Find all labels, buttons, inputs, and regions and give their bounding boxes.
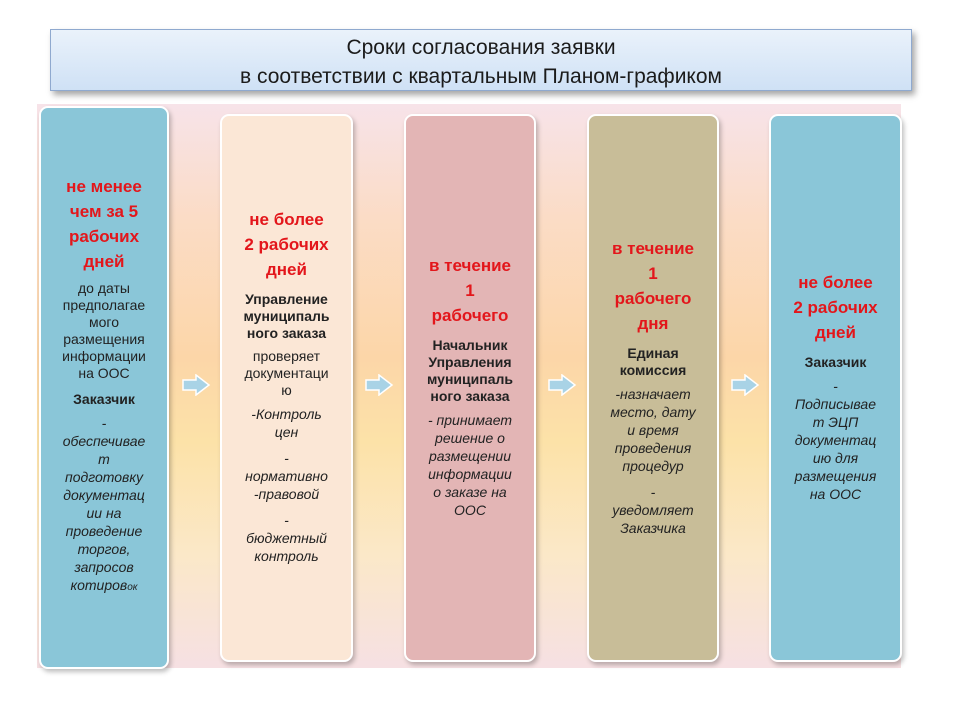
text-line: в течение xyxy=(428,256,512,275)
text-line: -Контроль xyxy=(251,406,322,422)
text-line: дней xyxy=(266,260,307,279)
text-line: документац xyxy=(63,487,145,503)
text-line: - принимает xyxy=(428,412,512,428)
text-line: на ООС xyxy=(809,485,862,502)
text-line: не более xyxy=(249,210,324,229)
text-line: информации xyxy=(428,466,512,482)
text-line: размещении xyxy=(429,448,511,464)
title-line-1: Сроки согласования заявки xyxy=(346,36,616,59)
text-line: Начальник xyxy=(432,337,508,353)
stage-column-5 xyxy=(769,114,902,662)
text-line: уведомляет xyxy=(612,501,694,518)
text-line: цен xyxy=(274,424,299,440)
text-line: документац xyxy=(794,431,877,448)
stage-1-actions xyxy=(63,414,146,597)
text-line: 1 xyxy=(465,281,475,300)
arrow-right-icon xyxy=(547,374,577,396)
text-line: до даты xyxy=(78,280,130,296)
text-line: проведения xyxy=(614,439,692,456)
stage-2-deadline xyxy=(244,207,328,282)
text-line: Управления xyxy=(428,354,512,370)
arrow-right-icon xyxy=(181,374,211,396)
text-line: т ЭЦП xyxy=(812,413,859,430)
text-line: рабочего xyxy=(614,288,692,308)
text-line: проведение xyxy=(65,523,143,539)
stage-2-actions xyxy=(245,405,328,565)
stage-column-4 xyxy=(587,114,719,662)
text-line: проверяет xyxy=(252,348,321,364)
arrow-right-icon xyxy=(364,374,394,396)
stage-4-deadline xyxy=(612,236,694,336)
text-line: на ООС xyxy=(78,365,130,381)
text-line: торгов, xyxy=(77,541,131,557)
title-banner xyxy=(50,29,912,91)
text-line: 1 xyxy=(648,263,658,283)
text-line: - xyxy=(284,450,289,466)
text-line: - xyxy=(833,377,838,394)
text-line: бюджетный xyxy=(246,530,327,546)
stage-2-actor xyxy=(244,291,330,342)
text-line: чем за 5 xyxy=(69,202,139,221)
text-line: мого xyxy=(89,314,119,330)
text-line: Управление xyxy=(245,291,328,307)
text-line: -правовой xyxy=(253,486,320,502)
text-line: Подписывае xyxy=(794,395,877,412)
stage-1-deadline xyxy=(66,174,142,274)
stage-5-actor: Заказчик xyxy=(804,353,867,370)
text-line: не менее xyxy=(66,177,142,196)
title-line-2: в соответствии с квартальным Планом-графиком xyxy=(240,65,722,88)
text-line: рабочих xyxy=(68,227,140,246)
text-line: документаци xyxy=(244,365,329,381)
text-line: решение о xyxy=(435,430,505,446)
text-line: ю xyxy=(281,382,292,398)
text-line: размещения xyxy=(63,331,145,347)
text-line: и время xyxy=(627,421,679,438)
text-line: не более xyxy=(798,272,873,292)
text-line: Единая xyxy=(627,344,679,361)
text-line: - xyxy=(101,415,107,431)
text-line: информации xyxy=(62,348,146,364)
text-line: муниципаль xyxy=(427,371,513,387)
text-line: контроль xyxy=(254,548,319,564)
text-line: о заказе на xyxy=(433,484,507,500)
stage-3-actions xyxy=(428,411,512,519)
text-line: нормативно xyxy=(245,468,328,484)
stage-column-3 xyxy=(404,114,536,662)
stage-5-actions xyxy=(795,377,877,503)
text-line: рабочего xyxy=(431,306,509,325)
stage-1-intro xyxy=(62,280,146,382)
text-line: запросов xyxy=(74,559,134,575)
arrow-right-icon xyxy=(730,374,760,396)
stage-5-deadline xyxy=(793,270,877,345)
text-line: дней xyxy=(83,252,125,271)
text-line: муниципаль xyxy=(243,308,330,324)
text-line: т xyxy=(98,451,110,467)
text-line: ного заказа xyxy=(246,325,327,341)
text-line: подготовку xyxy=(65,469,143,485)
stage-column-1 xyxy=(39,106,169,669)
text-line: предполагае xyxy=(62,297,146,313)
text-line: размещения xyxy=(794,467,877,484)
text-line: 2 рабочих xyxy=(244,235,329,254)
stage-4-actor xyxy=(620,345,687,379)
stage-column-2 xyxy=(220,114,353,662)
stage-3-actor xyxy=(427,337,513,405)
text-line: процедур xyxy=(622,457,684,474)
text-fragment: котиров xyxy=(70,577,128,593)
stage-4-actions xyxy=(610,385,695,537)
text-line: Заказчика xyxy=(620,519,686,536)
stage-3-deadline xyxy=(429,253,511,328)
text-line: - xyxy=(284,512,289,528)
text-line: комиссия xyxy=(619,361,687,378)
text-line: - xyxy=(650,483,656,500)
text-line: дня xyxy=(637,313,669,333)
stage-1-actor: Заказчик xyxy=(73,391,135,407)
text-line: в течение xyxy=(611,238,695,258)
text-line: -назначает xyxy=(615,385,691,402)
text-line: ию для xyxy=(812,449,859,466)
text-line: ООС xyxy=(454,502,486,518)
text-line: место, дату xyxy=(610,403,696,420)
text-line xyxy=(63,576,146,597)
text-fragment-small: ок xyxy=(127,582,138,593)
text-line: 2 рабочих xyxy=(793,297,878,317)
text-line: ного заказа xyxy=(430,388,510,404)
text-line: дней xyxy=(815,322,856,342)
stage-2-intro xyxy=(244,348,328,399)
text-line: ии на xyxy=(86,505,122,521)
text-line: обеспечивае xyxy=(62,433,146,449)
